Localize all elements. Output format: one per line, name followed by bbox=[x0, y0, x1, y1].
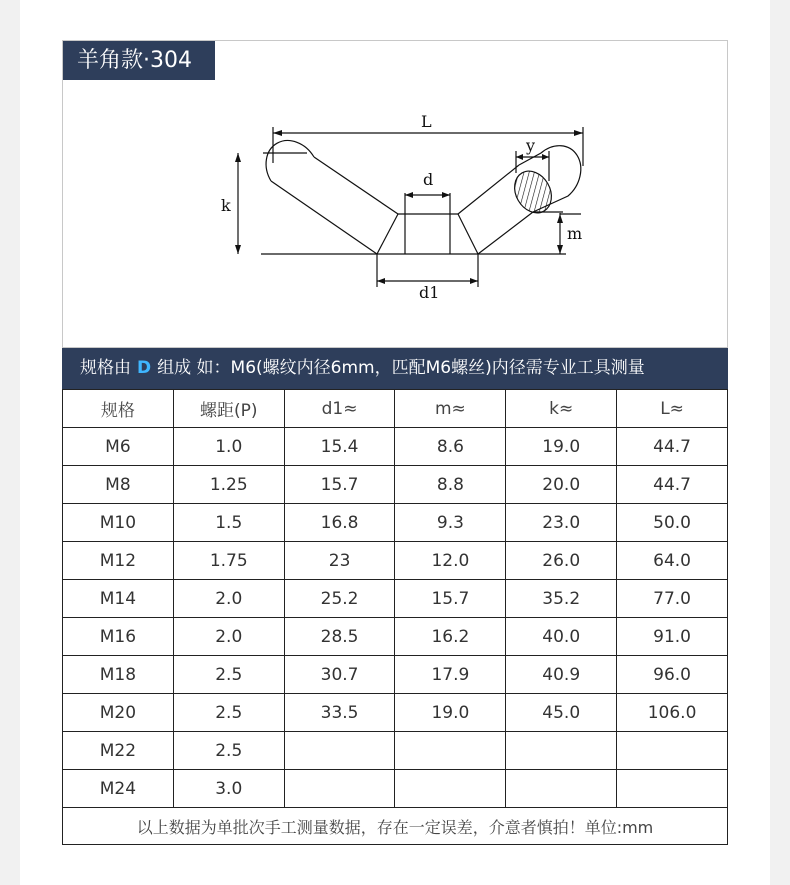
cell bbox=[284, 770, 395, 808]
cell: 12.0 bbox=[395, 542, 506, 580]
table-note-row bbox=[63, 808, 728, 845]
cell: 19.0 bbox=[506, 428, 617, 466]
cell bbox=[284, 732, 395, 770]
spec-description-bar bbox=[62, 348, 728, 389]
measurement-note: 以上数据为单批次手工测量数据，存在一定误差，介意者慎拍！单位:mm bbox=[63, 808, 728, 845]
cell: 106.0 bbox=[617, 694, 728, 732]
col-header-m: m≈ bbox=[395, 390, 506, 428]
col-header-pitch: 螺距(P) bbox=[173, 390, 284, 428]
cell bbox=[506, 732, 617, 770]
wing-section-hatch bbox=[507, 164, 558, 219]
cell: M14 bbox=[63, 580, 174, 618]
cell: 1.75 bbox=[173, 542, 284, 580]
table-row bbox=[63, 580, 728, 618]
cell: 77.0 bbox=[617, 580, 728, 618]
label-d: d bbox=[423, 170, 434, 189]
cell: M10 bbox=[63, 504, 174, 542]
cell: 50.0 bbox=[617, 504, 728, 542]
col-header-L: L≈ bbox=[617, 390, 728, 428]
cell: 1.25 bbox=[173, 466, 284, 504]
cell bbox=[506, 770, 617, 808]
cell bbox=[395, 770, 506, 808]
cell: 23 bbox=[284, 542, 395, 580]
table-row bbox=[63, 542, 728, 580]
cell: 44.7 bbox=[617, 428, 728, 466]
cell bbox=[617, 732, 728, 770]
table-row bbox=[63, 428, 728, 466]
cell: 45.0 bbox=[506, 694, 617, 732]
cell: 2.5 bbox=[173, 656, 284, 694]
cell: 91.0 bbox=[617, 618, 728, 656]
product-title: 羊角款·304 bbox=[63, 41, 215, 80]
cell: 15.7 bbox=[395, 580, 506, 618]
table-header-row bbox=[63, 390, 728, 428]
label-L: L bbox=[421, 112, 432, 131]
cell: 26.0 bbox=[506, 542, 617, 580]
cell bbox=[395, 732, 506, 770]
cell: 16.8 bbox=[284, 504, 395, 542]
cell: 8.8 bbox=[395, 466, 506, 504]
cell: 23.0 bbox=[506, 504, 617, 542]
col-header-k: k≈ bbox=[506, 390, 617, 428]
cell: M20 bbox=[63, 694, 174, 732]
label-y: y bbox=[526, 136, 536, 155]
table-row bbox=[63, 504, 728, 542]
cell: M18 bbox=[63, 656, 174, 694]
table-row bbox=[63, 732, 728, 770]
table-row bbox=[63, 694, 728, 732]
col-header-d1: d1≈ bbox=[284, 390, 395, 428]
cell: 1.5 bbox=[173, 504, 284, 542]
cell: 16.2 bbox=[395, 618, 506, 656]
cell: 8.6 bbox=[395, 428, 506, 466]
spec-suffix: 组成 如：M6(螺纹内径6mm，匹配M6螺丝)内径需专业工具测量 bbox=[157, 358, 645, 378]
col-header-size: 规格 bbox=[63, 390, 174, 428]
cell: 40.9 bbox=[506, 656, 617, 694]
table-row bbox=[63, 770, 728, 808]
cell: 17.9 bbox=[395, 656, 506, 694]
cell: 1.0 bbox=[173, 428, 284, 466]
cell: 44.7 bbox=[617, 466, 728, 504]
cell: 2.5 bbox=[173, 694, 284, 732]
cell: M12 bbox=[63, 542, 174, 580]
table-row bbox=[63, 656, 728, 694]
cell: 3.0 bbox=[173, 770, 284, 808]
cell: 2.0 bbox=[173, 580, 284, 618]
table-row bbox=[63, 618, 728, 656]
cell: 33.5 bbox=[284, 694, 395, 732]
cell: 25.2 bbox=[284, 580, 395, 618]
cell: 2.5 bbox=[173, 732, 284, 770]
cell: M24 bbox=[63, 770, 174, 808]
cell: 64.0 bbox=[617, 542, 728, 580]
spec-d-highlight: D bbox=[137, 358, 152, 378]
product-detail-page bbox=[20, 0, 770, 885]
cell: 2.0 bbox=[173, 618, 284, 656]
cell: M6 bbox=[63, 428, 174, 466]
cell: 35.2 bbox=[506, 580, 617, 618]
cell: 19.0 bbox=[395, 694, 506, 732]
cell: 15.4 bbox=[284, 428, 395, 466]
table-row bbox=[63, 466, 728, 504]
label-d1: d1 bbox=[419, 283, 440, 302]
cell: 28.5 bbox=[284, 618, 395, 656]
cell: M8 bbox=[63, 466, 174, 504]
cell: 40.0 bbox=[506, 618, 617, 656]
spec-table bbox=[62, 389, 728, 845]
cell: M22 bbox=[63, 732, 174, 770]
cell bbox=[617, 770, 728, 808]
wing-nut-diagram bbox=[63, 41, 727, 347]
cell: 20.0 bbox=[506, 466, 617, 504]
label-m: m bbox=[567, 224, 583, 243]
cell: 96.0 bbox=[617, 656, 728, 694]
diagram-card bbox=[62, 40, 728, 348]
spec-prefix: 规格由 bbox=[80, 358, 131, 378]
cell: 15.7 bbox=[284, 466, 395, 504]
label-k: k bbox=[221, 196, 231, 215]
cell: M16 bbox=[63, 618, 174, 656]
cell: 9.3 bbox=[395, 504, 506, 542]
cell: 30.7 bbox=[284, 656, 395, 694]
